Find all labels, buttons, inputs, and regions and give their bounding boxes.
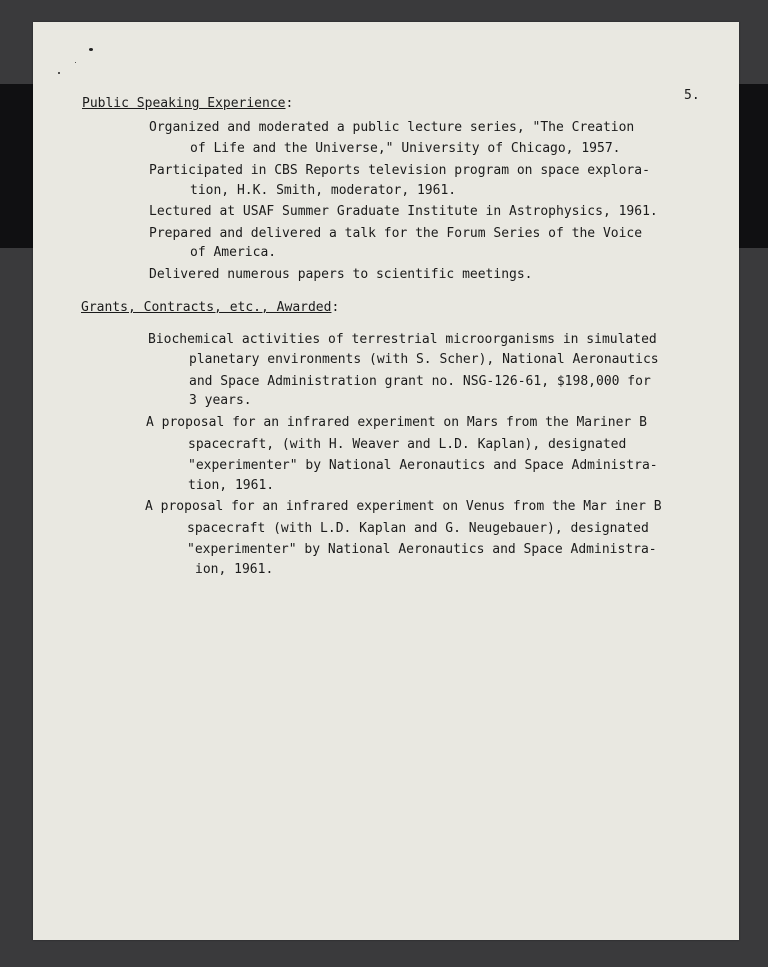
entry-line: spacecraft, (with H. Weaver and L.D. Kaplan), designated — [188, 437, 627, 452]
entry-line: spacecraft (with L.D. Kaplan and G. Neugebauer), designated — [187, 521, 649, 536]
entry-line: Prepared and delivered a talk for the Forum Series of the Voice — [149, 226, 643, 241]
entry-line: of America. — [190, 245, 277, 260]
entry-line: "experimenter" by National Aeronautics and Space Administra- — [187, 542, 657, 557]
ink-speck — [58, 72, 60, 74]
entry-line: tion, H.K. Smith, moderator, 1961. — [190, 183, 457, 198]
entry-line: Biochemical activities of terrestrial microorganisms in simulated — [148, 332, 657, 347]
entry-line: tion, 1961. — [188, 478, 275, 493]
entry-line: "experimenter" by National Aeronautics and Space Administra- — [188, 458, 658, 473]
ink-speck — [89, 48, 93, 51]
document-page — [33, 22, 739, 940]
section-heading-grants: Grants, Contracts, etc., Awarded: — [81, 300, 340, 315]
entry-line: Organized and moderated a public lecture series, "The Creation — [149, 120, 635, 135]
entry-line: and Space Administration grant no. NSG-126-61, $198,000 for — [189, 374, 651, 389]
entry-line: of Life and the Universe," University of Chicago, 1957. — [190, 141, 621, 156]
entry-line: Participated in CBS Reports television program on space explora- — [149, 163, 650, 178]
entry-line: Delivered numerous papers to scientific meetings. — [149, 267, 533, 282]
entry-line: Lectured at USAF Summer Graduate Institute in Astrophysics, 1961. — [149, 204, 658, 219]
entry-line: A proposal for an infrared experiment on Mars from the Mariner B — [146, 415, 647, 430]
heading-text: Grants, Contracts, etc., Awarded — [81, 300, 332, 315]
heading-text: Public Speaking Experience — [82, 96, 286, 111]
page-number: 5. — [684, 88, 700, 103]
section-heading-public-speaking: Public Speaking Experience: — [82, 96, 294, 111]
ink-speck — [75, 62, 76, 63]
entry-line: 3 years. — [189, 393, 252, 408]
entry-line: A proposal for an infrared experiment on Venus from the Mar iner B — [145, 499, 662, 514]
entry-line: planetary environments (with S. Scher), National Aeronautics — [189, 352, 659, 367]
entry-line: ion, 1961. — [195, 562, 274, 577]
